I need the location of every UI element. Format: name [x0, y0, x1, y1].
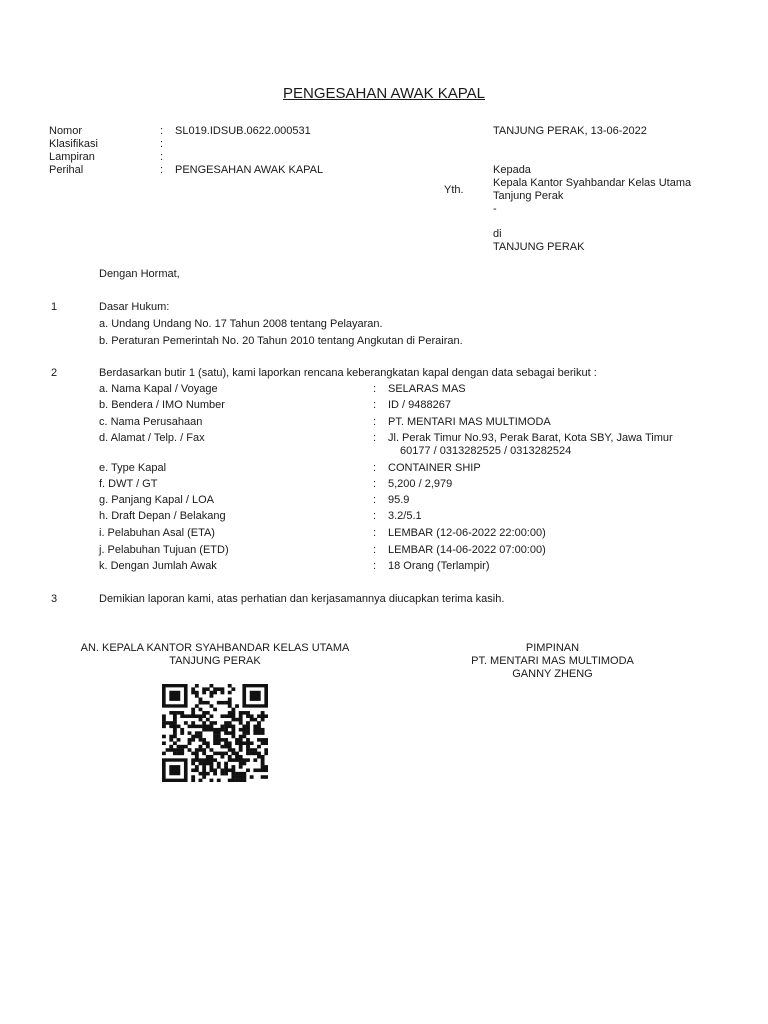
field-label-klasifikasi: Klasifikasi — [49, 138, 98, 150]
section-number: 3 — [51, 593, 58, 605]
ship-field-value: LEMBAR (12-06-2022 22:00:00) — [388, 527, 546, 539]
field-colon: : — [160, 125, 164, 137]
signatory-company: PT. MENTARI MAS MULTIMODA — [471, 655, 634, 667]
ship-field-colon: : — [373, 560, 377, 572]
legal-basis-item: b. Peraturan Pemerintah No. 20 Tahun 2010 tentang Angkutan di Perairan. — [99, 335, 463, 347]
greeting: Dengan Hormat, — [99, 268, 180, 280]
ship-field-label: d. Alamat / Telp. / Fax — [99, 432, 205, 444]
ship-field-value: ID / 9488267 — [388, 399, 451, 411]
signatory-office: AN. KEPALA KANTOR SYAHBANDAR KELAS UTAMA — [80, 642, 350, 654]
recipient-line-1: Kepala Kantor Syahbandar Kelas Utama — [493, 177, 692, 189]
field-label-nomor: Nomor — [49, 125, 83, 137]
signatory-name: GANNY ZHENG — [512, 668, 593, 680]
ship-field-colon: : — [373, 510, 377, 522]
legal-basis-item: a. Undang Undang No. 17 Tahun 2008 tentang Pelayaran. — [99, 318, 383, 330]
ship-field-colon: : — [373, 494, 377, 506]
field-colon: : — [160, 138, 164, 150]
recipient-line-2: Tanjung Perak — [493, 190, 564, 202]
yth-label: Yth. — [444, 184, 464, 196]
ship-field-colon: : — [373, 416, 377, 428]
ship-field-colon: : — [373, 478, 377, 490]
ship-field-value: SELARAS MAS — [388, 383, 466, 395]
ship-field-label: h. Draft Depan / Belakang — [99, 510, 226, 522]
ship-field-value: LEMBAR (14-06-2022 07:00:00) — [388, 544, 546, 556]
field-value-nomor: SL019.IDSUB.0622.000531 — [175, 125, 311, 137]
ship-field-label: f. DWT / GT — [99, 478, 158, 490]
field-label-lampiran: Lampiran — [49, 151, 95, 163]
recipient-place: TANJUNG PERAK — [493, 241, 585, 253]
ship-field-colon: : — [373, 383, 377, 395]
field-value-perihal: PENGESAHAN AWAK KAPAL — [175, 164, 324, 176]
ship-field-colon: : — [373, 527, 377, 539]
ship-field-label: j. Pelabuhan Tujuan (ETD) — [99, 544, 229, 556]
ship-field-label: a. Nama Kapal / Voyage — [99, 383, 218, 395]
ship-field-value: 18 Orang (Terlampir) — [388, 560, 490, 572]
field-label-perihal: Perihal — [49, 164, 84, 176]
ship-field-label: g. Panjang Kapal / LOA — [99, 494, 214, 506]
ship-field-label: b. Bendera / IMO Number — [99, 399, 225, 411]
ship-field-value — [388, 432, 695, 458]
document-title: PENGESAHAN AWAK KAPAL — [282, 85, 485, 102]
ship-field-label: i. Pelabuhan Asal (ETA) — [99, 527, 215, 539]
ship-field-colon: : — [373, 462, 377, 474]
ship-field-value: CONTAINER SHIP — [388, 462, 481, 474]
di-label: di — [493, 228, 502, 240]
section-intro: Berdasarkan butir 1 (satu), kami laporkan rencana keberangkatan kapal dengan data sebagai berikut : — [99, 367, 597, 379]
section-number: 2 — [51, 367, 58, 379]
ship-field-label: e. Type Kapal — [99, 462, 167, 474]
signatory-title: PIMPINAN — [525, 642, 580, 654]
ship-field-value: 5,200 / 2,979 — [388, 478, 453, 490]
field-colon: : — [160, 164, 164, 176]
ship-field-colon: : — [373, 432, 377, 444]
ship-field-value: 3.2/5.1 — [388, 510, 422, 522]
place-date: TANJUNG PERAK, 13-06-2022 — [493, 125, 647, 137]
signatory-office-place: TANJUNG PERAK — [169, 655, 261, 667]
closing-text: Demikian laporan kami, atas perhatian dan kerjasamannya diucapkan terima kasih. — [99, 593, 505, 605]
ship-field-colon: : — [373, 399, 377, 411]
ship-field-value: 95.9 — [388, 494, 410, 506]
field-colon: : — [160, 151, 164, 163]
kepada-label: Kepada — [493, 164, 531, 176]
recipient-dash: - — [493, 203, 497, 215]
address-value: Jl. Perak Timur No.93, Perak Barat, Kota SBY, Jawa Timur 60177 / 0313282525 / 0313282524 — [388, 432, 673, 457]
ship-field-label: c. Nama Perusahaan — [99, 416, 203, 428]
ship-field-label: k. Dengan Jumlah Awak — [99, 560, 217, 572]
section-number: 1 — [51, 301, 58, 313]
ship-field-value: PT. MENTARI MAS MULTIMODA — [388, 416, 551, 428]
qr-code-image — [162, 684, 268, 782]
section-heading: Dasar Hukum: — [99, 301, 170, 313]
ship-field-colon: : — [373, 544, 377, 556]
